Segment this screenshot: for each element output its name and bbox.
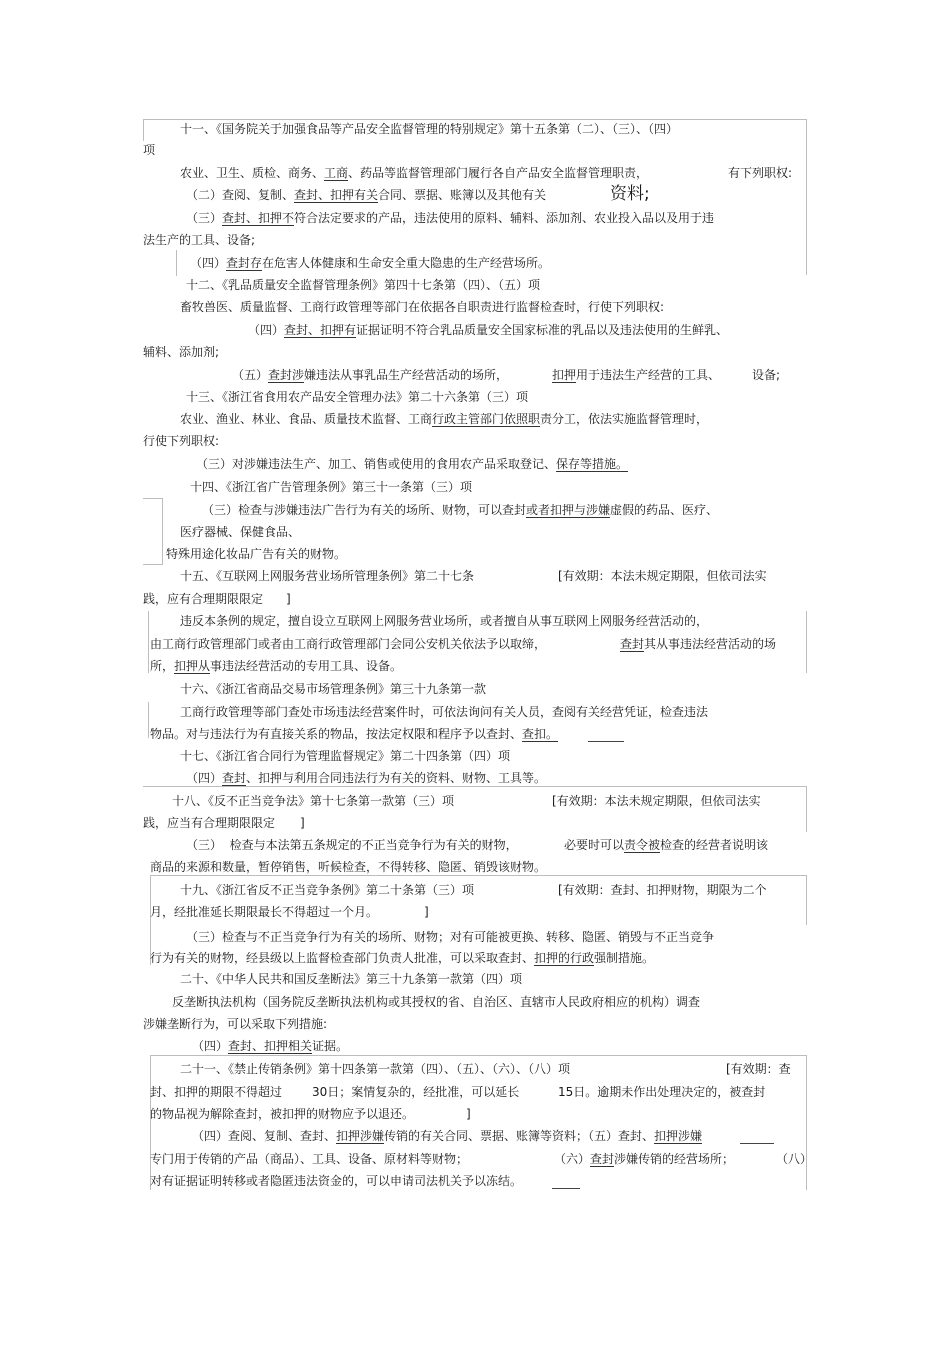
rule-left-3: [148, 611, 149, 673]
s19-heading: 十九、《浙江省反不正当竞争条例》第二十条第（三）项: [180, 883, 475, 897]
s11-item4: （四）查封存在危害人体健康和生命安全重大隐患的生产经营场所。: [190, 256, 551, 270]
rule-right-2: [806, 611, 807, 673]
s11-heading: 十一、《国务院关于加强食品等产品安全监督管理的特别规定》第十五条第（二）、（三）、（四）: [180, 122, 679, 136]
s20-heading: 二十、《中华人民共和国反垄断法》第三十九条第一款第（四）项: [180, 972, 523, 986]
s21-items: （四）查阅、复制、查封、扣押涉嫌传销的有关合同、票据、账簿等资料；（五）查封、扣押涉嫌: [192, 1129, 703, 1143]
s18-item3: （三） 检查与本法第五条规定的不正当竞争行为有关的财物，: [186, 838, 518, 852]
s15-heading: 十五、《互联网上网服务营业场所管理条例》第二十七条: [180, 569, 475, 583]
rule-top: [143, 119, 807, 120]
s15-body1: 违反本条例的规定，擅自设立互联网上网服务营业场所，或者擅自从事互联网上网服务经营活动的，: [180, 614, 709, 628]
rule-left-1: [143, 119, 144, 141]
rule-left-4: [148, 702, 149, 738]
s19-item3-cont: 行为有关的财物，经县级以上监督检查部门负责人批准，可以采取查封、扣押的行政强制措施。: [150, 951, 655, 965]
s21-note-cont-b: 30日；案情复杂的，经批准，可以延长: [312, 1085, 520, 1099]
s20-intro: 反垄断执法机构（国务院反垄断执法机构或其授权的省、自治区、直辖市人民政府相应的机构）调查: [172, 995, 701, 1009]
s12-item5-tail: 设备;: [752, 368, 781, 382]
s19-note-end: ]: [424, 905, 429, 919]
s15-body2: 由工商行政管理部门或者由工商行政管理部门会同公安机关依法予以取缔，: [150, 637, 547, 651]
s19-note: [有效期：查封、扣押财物，期限为二个: [558, 883, 767, 897]
s14-line2: 医疗器械、保健食品、: [180, 525, 301, 539]
s21-line2-b: （六）查封涉嫌传销的经营场所；: [554, 1152, 735, 1166]
s21-note-end: ]: [466, 1107, 471, 1121]
s18-note-cont: 践，应当有合理期限限定: [143, 816, 276, 830]
s12-item4: （四）查封、扣押有证据证明不符合乳品质量安全国家标准的乳品以及违法使用的生鲜乳、: [248, 323, 729, 337]
s15-note-end: ]: [286, 592, 291, 606]
s11-item2: （二）查阅、复制、查封、扣押有关合同、票据、账簿以及其他有关: [186, 188, 547, 202]
s20-item4: （四）查封、扣押相关证据。: [192, 1039, 349, 1053]
s18-heading: 十八、《反不正当竞争法》第十七条第一款第（三）项: [172, 794, 455, 808]
s19-item3: （三）检查与不正当竞争行为有关的场所、财物；对有可能被更换、转移、隐匿、销毁与不正当竞争: [186, 930, 715, 944]
rule-bracket: [143, 498, 163, 499]
s21-underline-ext-2: [552, 1188, 580, 1189]
s21-note-cont2: 的物品视为解除查封，被扣押的财物应予以退还。: [150, 1107, 415, 1121]
s12-intro: 畜牧兽医、质量监督、工商行政管理等部门在依据各自职责进行监督检查时，行使下列职权:: [180, 300, 665, 314]
s11-intro-tail: 有下列职权:: [728, 166, 793, 180]
rule-left-2: [176, 250, 177, 276]
s15-body2-b: 查封其从事违法经营活动的场: [620, 637, 777, 651]
s17-item4: （四）查封、扣押与利用合同违法行为有关的资料、财物、工具等。: [186, 771, 547, 785]
s12-item5-b: 扣押用于违法生产经营的工具、: [552, 368, 721, 382]
s21-line2: 专门用于传销的产品（商品）、工具、设备、原材料等财物；: [150, 1152, 469, 1166]
s18-note: [有效期：本法未规定期限，但依司法实: [552, 794, 761, 808]
s11-item3-cont: 法生产的工具、设备;: [143, 233, 256, 247]
rule-box-s21: [150, 1055, 806, 1056]
s14-item3: （三）检查与涉嫌违法广告行为有关的场所、财物，可以查封或者扣押与涉嫌虚假的药品、医疗、: [202, 503, 719, 517]
rule-box-s18: [143, 786, 807, 787]
rule-box-s19: [150, 875, 806, 876]
rule-right-4: [806, 875, 807, 925]
s21-note: [有效期：查: [726, 1062, 791, 1076]
s16-heading: 十六、《浙江省商品交易市场管理条例》第三十九条第一款: [180, 682, 487, 696]
rule-left-6: [150, 1055, 151, 1190]
s16-body1: 工商行政管理等部门查处市场违法经营案件时，可依法询问有关人员，查阅有关经营凭证，检查违法: [180, 705, 709, 719]
s12-item4-cont: 辅料、添加剂;: [143, 345, 220, 359]
s20-intro-cont: 涉嫌垄断行为，可以采取下列措施:: [143, 1017, 328, 1031]
s18-item3-b: 必要时可以责令被检查的经营者说明该: [564, 838, 769, 852]
s18-item3-cont: 商品的来源和数量，暂停销售，听候检查，不得转移、隐匿、销毁该财物。: [150, 860, 547, 874]
rule-right-3: [806, 786, 807, 832]
s15-note: [有效期：本法未规定期限，但依司法实: [558, 569, 767, 583]
s21-line2-tail: （八）: [776, 1152, 813, 1166]
rule-right-1: [806, 119, 807, 275]
s12-heading: 十二、《乳品质量安全监督管理条例》第四十七条第（四）、（五）项: [186, 278, 541, 292]
s13-heading: 十三、《浙江省食用农产品安全管理办法》第二十六条第（三）项: [186, 390, 529, 404]
s14-heading: 十四、《浙江省广告管理条例》第三十一条第（三）项: [190, 480, 473, 494]
s16-underline-ext: [588, 741, 624, 742]
s11-heading-cont: 项: [143, 143, 156, 157]
s13-intro-cont: 行使下列职权:: [143, 434, 220, 448]
s15-note-cont: 践，应有合理期限限定: [143, 592, 264, 606]
rule-right-5: [806, 1055, 807, 1190]
s15-body3: 所，扣押从事违法经营活动的专用工具、设备。: [150, 659, 403, 673]
s21-line3: 对有证据证明转移或者隐匿违法资金的，可以申请司法机关予以冻结。: [150, 1174, 523, 1188]
s19-note-cont: 月，经批准延长期限最长不得超过一个月。: [150, 905, 379, 919]
s13-intro: 农业、渔业、林业、食品、质量技术监督、工商行政主管部门依照职责分工，依法实施监督管理时，: [180, 412, 709, 426]
rule-bracket-v: [162, 498, 163, 564]
s11-item2-big: 资料;: [610, 184, 650, 204]
s21-underline-ext-1: [740, 1143, 774, 1144]
s18-note-end: ]: [300, 816, 305, 830]
s14-line3: 特殊用途化妆品广告有关的财物。: [166, 547, 347, 561]
s11-intro: 农业、卫生、质检、商务、工商、药品等监督管理部门履行各自产品安全监督管理职责，: [180, 166, 649, 180]
s13-item3: （三）对涉嫌违法生产、加工、销售或使用的食用农产品采取登记、保存等措施。: [196, 457, 629, 471]
s16-body2: 物品。对与违法行为有直接关系的物品，按法定权限和程序予以查封、查扣。: [150, 727, 559, 741]
s21-note-cont-c: 15日。逾期未作出处理决定的，被查封: [558, 1085, 766, 1099]
rule-bracket-b: [143, 564, 163, 565]
s21-note-cont-a: 封、扣押的期限不得超过: [150, 1085, 283, 1099]
s11-item3: （三）查封、扣押不符合法定要求的产品，违法使用的原料、辅料、添加剂、农业投入品以及用于违: [186, 211, 715, 225]
s21-heading: 二十一、《禁止传销条例》第十四条第一款第（四）、（五）、（六）、（八）项: [180, 1062, 571, 1076]
s17-heading: 十七、《浙江省合同行为管理监督规定》第二十四条第（四）项: [180, 749, 511, 763]
s12-item5: （五）查封涉嫌违法从事乳品生产经营活动的场所，: [232, 368, 509, 382]
